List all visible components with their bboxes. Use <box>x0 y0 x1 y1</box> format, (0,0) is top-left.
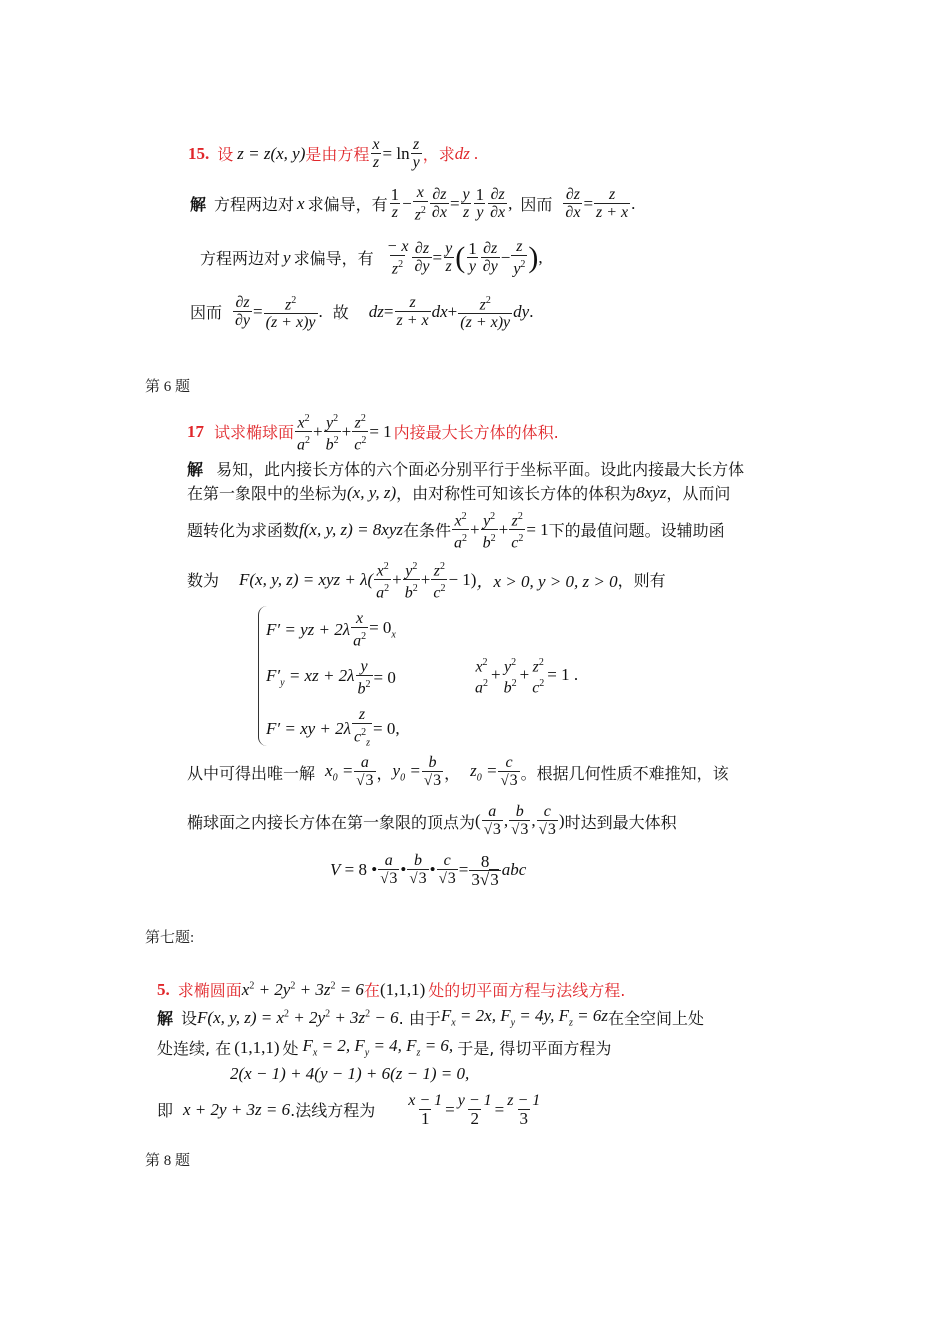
solution-paragraph: 题转化为求函数 f(x, y, z) = 8xyz 在条件 $\frac{x^2}{a^2}$ + $\frac{y^2}{b^2}$ + $\frac{z^2}{c^2}$ = 1 下的最值问题。设辅助函 <box>187 511 725 552</box>
problem-17-statement: 17 试求椭球面 $\frac{x^2}{a^2}$ + $\frac{y^2}{b^2}$ + $\frac{z^2}{c^2}$ = 1 内接最大长方体的体积. <box>187 413 559 454</box>
solution-label: 解 <box>157 1009 174 1028</box>
solution-paragraph: 数为 F(x, y, z) = xyz + λ( $\frac{x^2}{a^2}$ + $\frac{y^2}{b^2}$ + $\frac{z^2}{c^2}$ − 1) ，x > 0, y > 0, z > 0 ，则有 <box>187 561 666 602</box>
problem-number: 5. <box>157 979 170 999</box>
solution-paragraph: 在第一象限中的坐标为 (x, y, z) ，由对称性可知该长方体的体积为 8xyz ，从而问 <box>187 482 731 503</box>
solution-line: 即 x + 2y + 3z = 6 .法线方程为 $\frac{x - 1}{1}$ = $\frac{y - 1}{2}$ = $\frac{z - 1}{3}$ <box>157 1092 541 1128</box>
system-equation-1: F′ = yz + 2λ $\frac{x}{a^2}$ = $0_x$ <box>266 610 396 650</box>
solution-paragraph: 椭球面之内接长方体在第一象限的顶点为 ( $\frac{a}{√3}$ , $\frac{b}{√3}$ , $\frac{c}{√3}$ ) 时达到最大体积 <box>187 803 677 838</box>
solution-label: 解 <box>190 195 207 215</box>
system-constraint: $x^2$ $a^2$ + $y^2$ $b^2$ + $z^2$ $c^2$ = 1 . <box>475 657 579 697</box>
problem-15-statement: 15. 设 z = z(x, y) 是由方程 $\frac{x}{z}$ = ln $\frac{z}{y}$ ，求 dz . <box>188 136 479 171</box>
solution-paragraph: 解 易知，此内接长方体的六个面必分别平行于坐标平面。设此内接最大长方体 <box>187 460 745 479</box>
solution-line: 解 方程两边对 x 求偏导，有 $\frac{1}{z}$ − $\frac{x}{z^2}$ $\frac{\partial z}{\partial x}$ = $\frac{y}{z}$ $\frac{1}{y}$ $\frac{\partial z}{\partial x}$ , 因而 $\frac{\partial z}{\partial x}$ = $\frac{z}{z + x}$ . <box>190 184 636 224</box>
section-label-7: 第七题: <box>145 930 195 946</box>
tangent-plane-equation: 2(x − 1) + 4(y − 1) + 6(z − 1) = 0, <box>230 1064 470 1083</box>
solution-paragraph: 从中可得出唯一解 $x_0$ = $\frac{a}{√3}$ ， $y_0$ = $\frac{b}{√3}$ ， $z_0$ = $\frac{c}{√3}$ 。根据几何性质不难推知，该 <box>187 754 729 789</box>
solution-line: 处连续, 在 (1,1,1) 处 $F_x = 2$, $F_y = 4$, $F_z = 6$, 于是, 得切平面方程为 <box>157 1036 612 1059</box>
system-equation-3: F′ = xy + 2λ $\frac{z}{c^2_z}$ = 0, <box>266 706 400 752</box>
solution-line: 解 设 F(x, y, $z) = x^2 + 2y^2 + 3z^2 - 6$ . 由于 $F_x = 2x$, $F_y = 4y$, $F_z = 6z$ 在全空间上处 <box>157 1006 705 1029</box>
fraction: $\frac{x}{z}$ <box>372 136 380 171</box>
section-label-8: 第 8 题 <box>145 1153 191 1169</box>
problem-number: 17 <box>187 421 204 441</box>
solution-line: 因而 $\frac{\partial z}{\partial y}$ = $\frac{z^2}{(z + x)y}$ . 故 dz = $\frac{z}{z + x}$ dx + $\frac{z^2}{(z + x)y}$ dy . <box>190 294 534 332</box>
section-label-6: 第 6 题 <box>145 379 191 395</box>
problem-5-statement: 5. 求椭圆面 $x^2 + 2y^2 + 3z^2 = 6$ 在 (1,1,1) 处的切平面方程与法线方程. <box>157 979 626 1000</box>
normal-line-equation: $\frac{x - 1}{1}$ <box>408 1092 443 1128</box>
solution-label: 解 <box>187 460 204 479</box>
system-equation-2: $F'_y$ = xz + 2λ $\frac{y}{b^2}$ = 0 <box>266 658 396 698</box>
solution-line: 方程两边对 y 求偏导，有 $\frac{- x}{z^2}$ $\frac{\partial z}{\partial y}$ = $\frac{y}{z}$ ( $\frac{1}{y}$ $\frac{\partial z}{\partial y}$ − $\frac{z}{y^2}$ ) , <box>200 238 543 278</box>
fraction: $\frac{z}{y}$ <box>412 136 420 171</box>
max-volume-formula: V = 8 • $\frac{a}{√3}$ • $\frac{b}{√3}$ • $\frac{c}{√3}$ = $\frac{8}{3√3}$ abc <box>330 851 527 889</box>
problem-number: 15. <box>188 143 210 163</box>
